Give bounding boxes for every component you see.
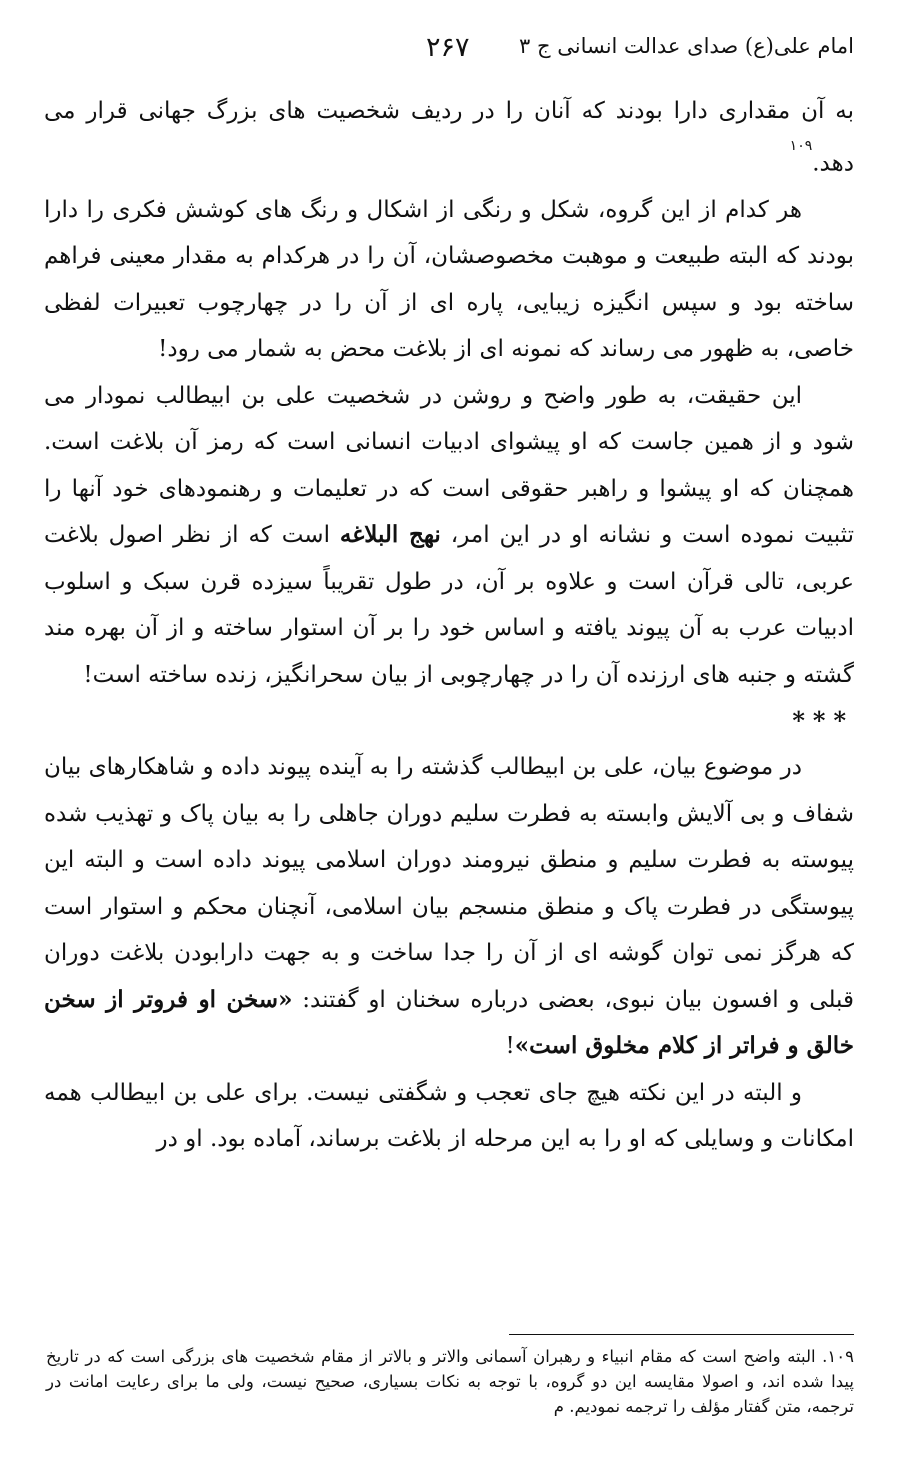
paragraph-3 [44,373,854,699]
footnote-109: ۱۰۹. البته واضح است که مقام انبیاء و رهبران آسمانی والاتر و بالاتر از مقام شخصیت های بزرگی است که در تاریخ پیدا شده اند، و اصولا مقایسه این دو گروه، با توجه به نکات بسیاری، صحیح نیست، ولی ما برای رعایت امانت در ترجمه، متن گفتار مؤلف را ترجمه نمودیم. م [46,1347,854,1416]
running-title: امام علی(ع) صدای عدالت انسانی ج ۳ [519,34,854,58]
paragraph-1-text: به آن مقداری دارا بودند که آنان را در ردیف شخصیت های بزرگ جهانی قرار می دهد. [44,98,854,177]
page-number: ۲۶۷ [426,32,470,63]
footnote-reference[interactable]: ۱۰۹ [789,137,813,154]
bold-quotation: «سخن او فروتر از سخن خالق و فراتر از کلام مخلوق است» [44,985,854,1060]
footnote-divider [509,1334,854,1335]
main-text [44,88,854,1163]
page-header [46,34,854,74]
paragraph-5: و البته در این نکته هیچ جای تعجب و شگفتی نیست. برای علی بن ابیطالب همه امکانات و وسایلی که او را به این مرحله از بلاغت برساند، آماده بود. او در [44,1079,854,1153]
paragraph-3-text-b: است که از نظر اصول بلاغت عربی، تالی قرآن است و علاوه بر آن، در طول تقریباً سیزده قرن سبک و اسلوب ادبیات عرب به آن پیوند یافته و اساس خود را بر آن استوار ساخته و از آن بهره مند گشته و جنبه های ارزنده آن را در چهارچوبی از بیان سحرانگیز، زنده ساخته است! [44,522,854,688]
section-separator: *** [792,706,854,736]
paragraph-4-end: ! [505,1033,515,1060]
paragraph-1 [44,88,854,187]
paragraph-4 [44,744,854,1070]
paragraph-4-text: در موضوع بیان، علی بن ابیطالب گذشته را به آینده پیوند داده و شاهکارهای بیان شفاف و بی آلایش وابسته به فطرت سلیم دوران جاهلی را به بیان پاک و تهذیب شده پیوسته به فطرت سلیم و منطق نیرومند دوران اسلامی پیوند داده است و البته این پیوستگی در فطرت پاک و منطق منسجم بیان اسلامی، آنچنان محکم و استوار است که هرگز نمی توان گوشه ای از آن را جدا ساخت و به جهت دارابودن بلاغت دوران قبلی و افسون بیان نبوی، بعضی درباره سخنان او گفتند: [44,754,854,1013]
paragraph-3-text-a: این حقیقت، به طور واضح و روشن در شخصیت علی بن ابیطالب نمودار می شود و از همین جاست که او پیشوای ادبیات انسانی است که رمز آن بلاغت است. همچنان که او پیشوا و راهبر حقوقی است که در تعلیمات و رهنمودهای خود آنها را تثبیت نموده است و نشانه او در این امر، [44,382,854,549]
book-title-nahj-al-balagha: نهج البلاغه [339,521,441,549]
paragraph-2: هر کدام از این گروه، شکل و رنگی از اشکال و رنگ های کوشش فکری را دارا بودند که البته طبیعت و موهبت مخصوصشان، آن را در هرکدام به مقدار معینی فراهم ساخته بود و سپس انگیزه زیبایی، پاره ای از آن را در چهارچوب تعبیرات لفظی خاصی، به ظهور می رساند که نمونه ای از بلاغت محض به شمار می رود! [44,196,854,363]
